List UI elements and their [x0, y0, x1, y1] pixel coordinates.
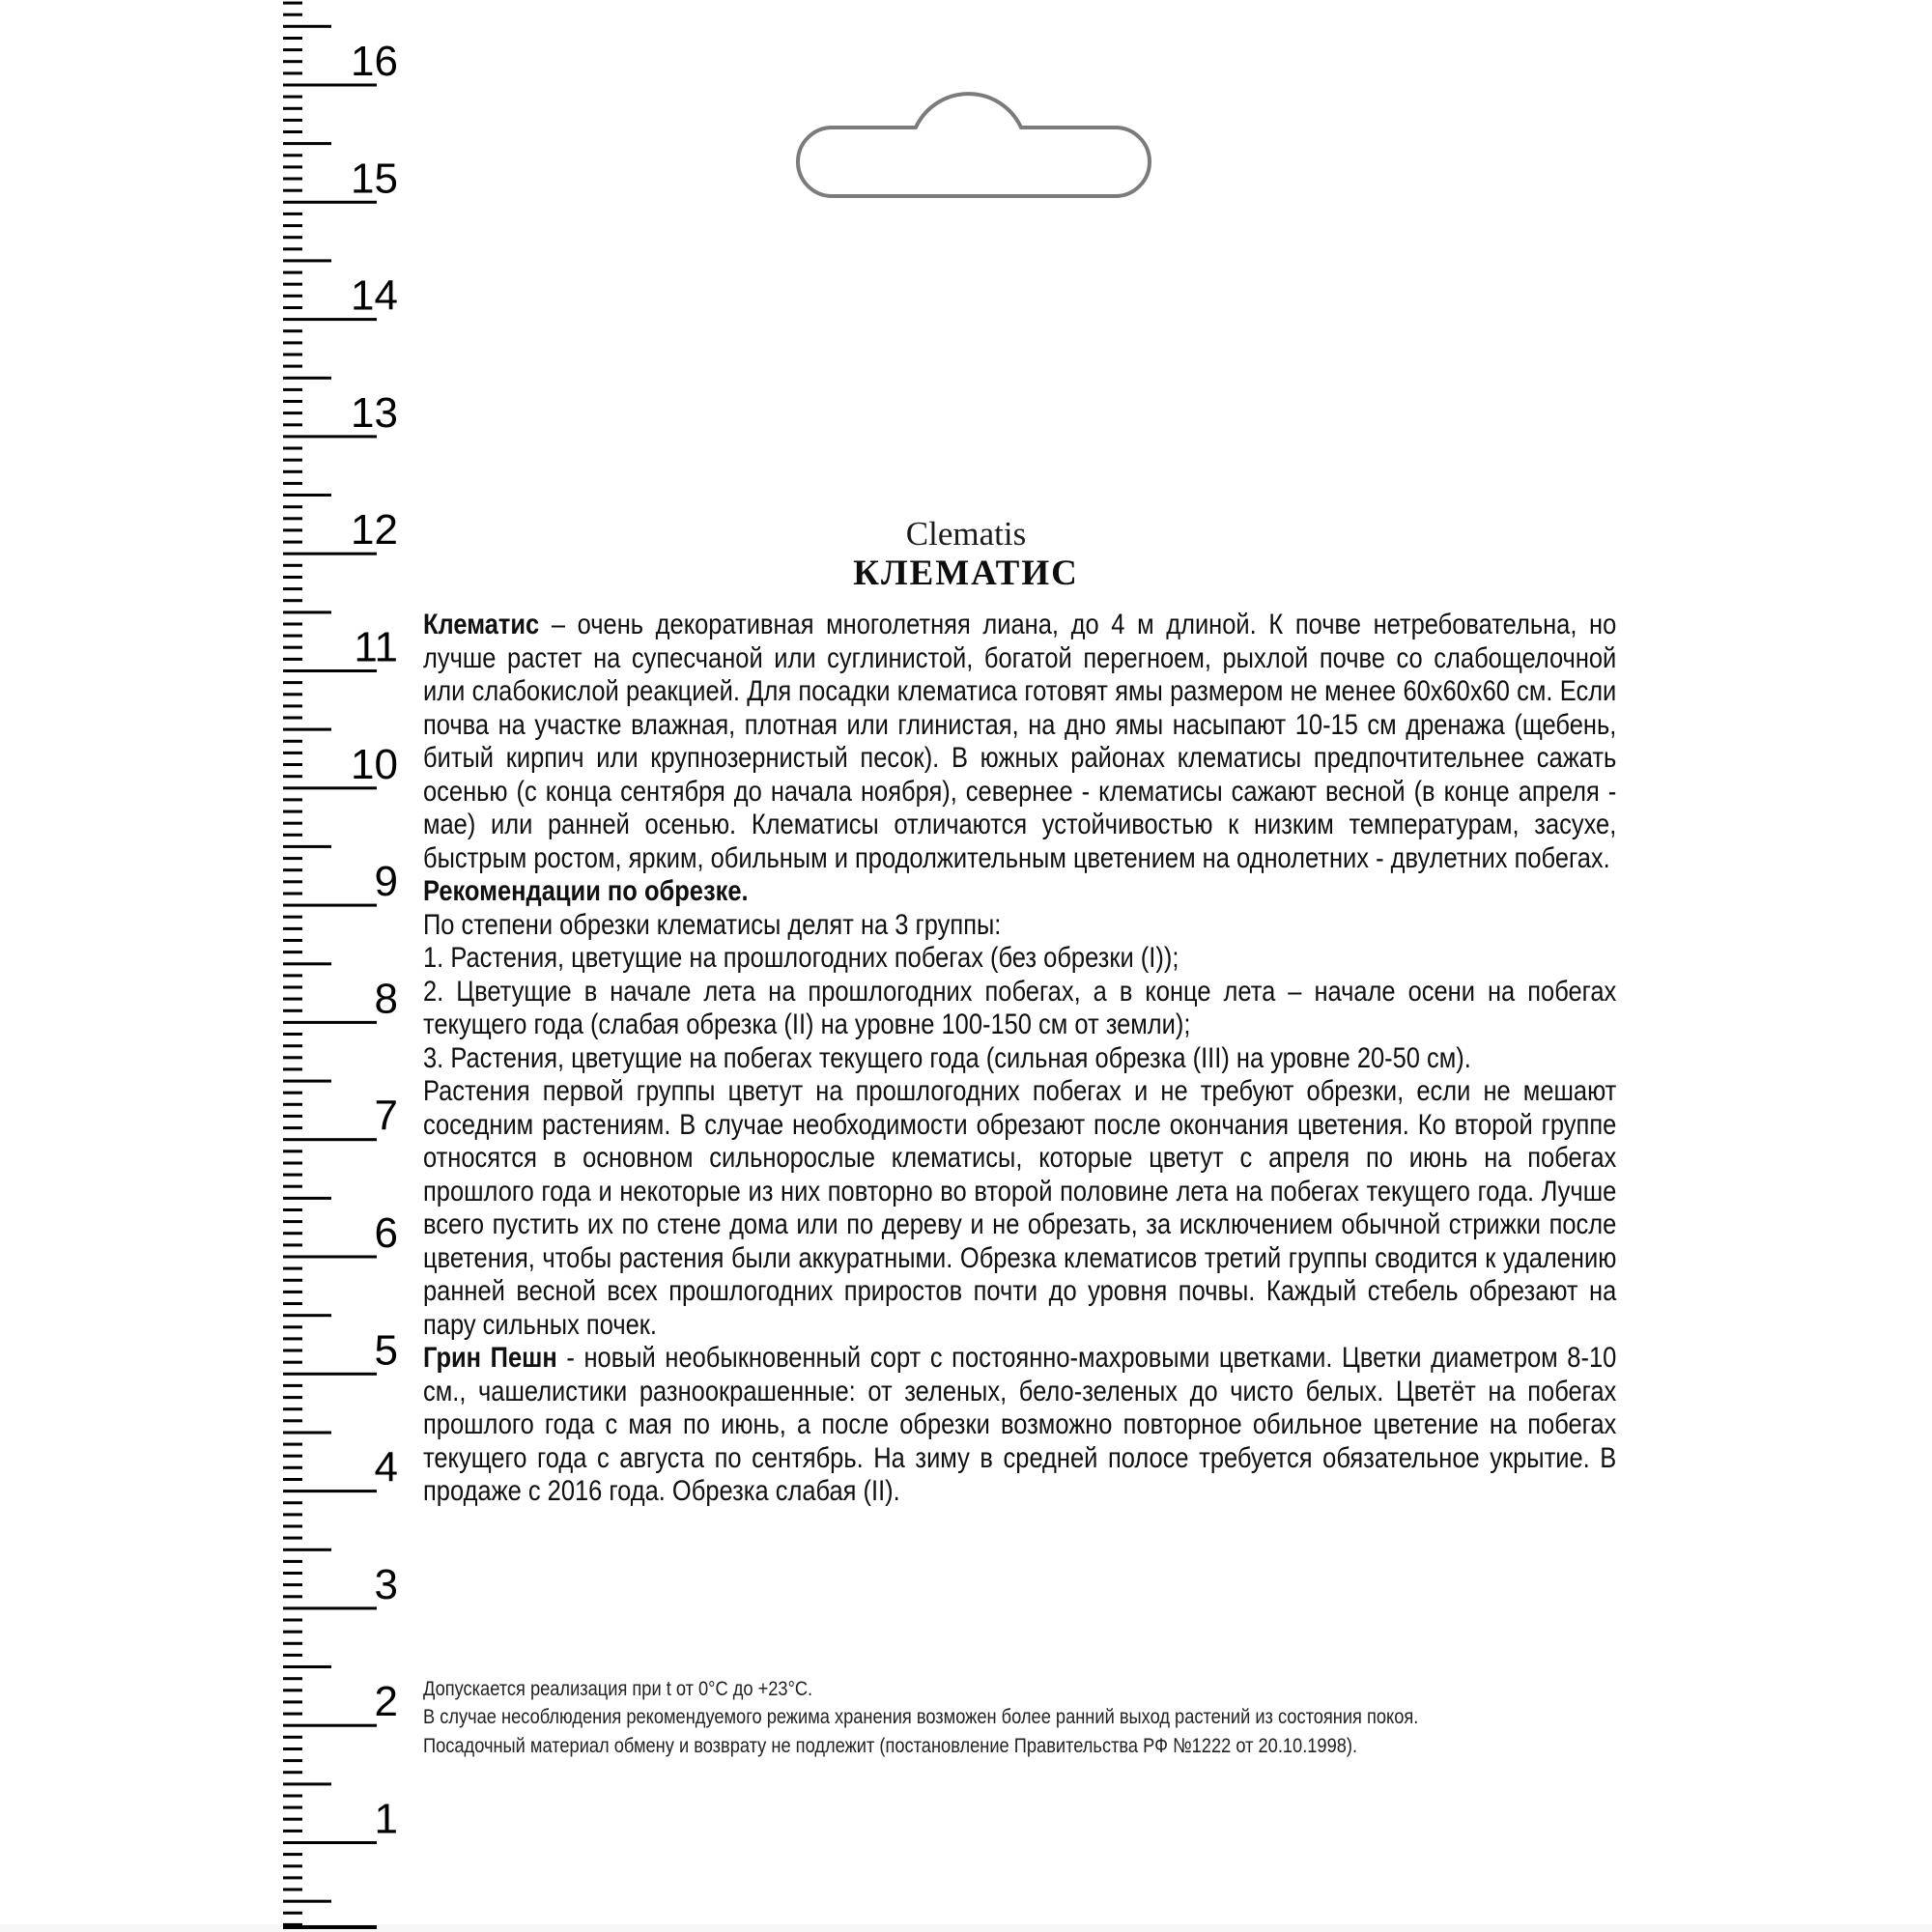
title-latin: Clematis — [905, 515, 1027, 553]
ruler-number-10: 10 — [351, 740, 398, 788]
ruler-number-6: 6 — [374, 1209, 398, 1257]
ruler-number-1: 1 — [374, 1795, 398, 1843]
fine-print-line: Допускается реализация при t от 0°С до +23°С. — [423, 1676, 813, 1700]
title-block — [0, 516, 1932, 593]
pruning-item-2: 2. Цветущие в начале лета на прошлогодних побегах, а в конце лета – начале осени на побегах текущего года (слабая обрезка (II) на уровне 100-150 см от земли); — [423, 975, 1617, 1040]
legal-fine-print — [423, 1675, 1616, 1761]
description-lead: Клематис — [423, 609, 540, 640]
title-russian: КЛЕМАТИС — [853, 554, 1079, 593]
ruler-number-3: 3 — [374, 1560, 398, 1608]
fine-print-line: В случае несоблюдения рекомендуемого режима хранения возможен более ранний выход растений из состояния покоя. — [423, 1705, 1419, 1728]
pruning-details: Растения первой группы цветут на прошлогодних побегах и не требуют обрезки, если не мешают соседним растениям. В случае необходимости обрезают после окончания цветения. Ко второй группе относятся в основном сильнорослые клематисы, которые цветут с апреля по июнь на побегах прошлого года и некоторые из них повторно во второй половине лета на побегах текущего года. Лучше всего пустить их по стене дома или по дереву и не обрезать, за исключением обычной стрижки после цветения, чтобы растения были аккуратными. Обрезка клематисов третий группы сводится к удалению ранней весной всех прошлогодних приростов почти до уровня почвы. Каждый стебель обрезают на пару сильных почек. — [423, 1075, 1617, 1341]
description-paragraph — [423, 609, 1616, 875]
variety-paragraph — [423, 1342, 1616, 1509]
description-text: – очень декоративная многолетняя лиана, до 4 м длиной. К почве нетребовательна, но лучше растет на супесчаной или суглинистой, богатой перегноем, рыхлой почве со слабощелочной или слабокислой реакцией. Для посадки клематиса готовят ямы размером не менее 60х60х60 см. Если почва на участке влажная, плотная или глинистая, на дно ямы насыпают 10-15 см дренажа (щебень, битый кирпич или крупнозернистый песок). В южных районах клематисы предпочтительнее сажать осенью (с конца сентября до начала ноября), севернее - клематисы сажают весной (в конце апреля - мае) или ранней осенью. Клематисы отличаются устойчивостью к низким температурам, засухе, быстрым ростом, ярким, обильным и продолжительным цветением на однолетних - двулетних побегах. — [423, 609, 1617, 874]
ruler-number-4: 4 — [374, 1443, 398, 1492]
pruning-item-3: 3. Растения, цветущие на побегах текущего года (сильная обрезка (III) на уровне 20-50 см). — [423, 1041, 1471, 1074]
ruler-number-11: 11 — [354, 623, 398, 671]
ruler-number-2: 2 — [374, 1678, 398, 1726]
pruning-heading: Рекомендации по обрезке. — [423, 875, 749, 907]
ruler-number-13: 13 — [351, 388, 398, 437]
ruler-number-5: 5 — [374, 1326, 398, 1375]
variety-text: - новый необыкновенный сорт с постоянно-махровыми цветками. Цветки диаметром 8-10 см., чашелистики разноокрашенные: от зеленых, бело-зеленых до чисто белых. Цветёт на побегах прошлого года с мая по июнь, а после обрезки возможно повторное обильное цветение на побегах текущего года с августа по сентябрь. На зиму в средней полосе требуется обязательное укрытие. В продаже с 2016 года. Обрезка слабая (II). — [423, 1342, 1617, 1507]
variety-lead: Грин Пешн — [423, 1342, 557, 1374]
ruler-number-16: 16 — [351, 38, 398, 85]
hang-tab-cutout — [0, 0, 1932, 251]
fine-print-line: Посадочный материал обмену и возврату не подлежит (постановление Правительства РФ №1222 от 20.10.1998). — [423, 1733, 1358, 1757]
description-column — [423, 609, 1616, 1760]
ruler-numbers — [351, 38, 398, 1843]
scan-edge-strip — [0, 1924, 1932, 1932]
euro-slot-hole — [798, 94, 1150, 196]
pruning-item-1: 1. Растения, цветущие на прошлогодних побегах (без обрезки (I)); — [423, 942, 1179, 974]
ruler-number-14: 14 — [351, 271, 398, 320]
ruler-number-9: 9 — [374, 858, 398, 906]
pruning-intro: По степени обрезки клематисы делят на 3 группы: — [423, 908, 1002, 941]
ruler-number-8: 8 — [374, 975, 398, 1023]
ruler-number-7: 7 — [374, 1092, 398, 1140]
ruler-number-15: 15 — [351, 155, 398, 203]
ruler — [0, 0, 415, 1932]
ruler-number-12: 12 — [351, 506, 398, 554]
